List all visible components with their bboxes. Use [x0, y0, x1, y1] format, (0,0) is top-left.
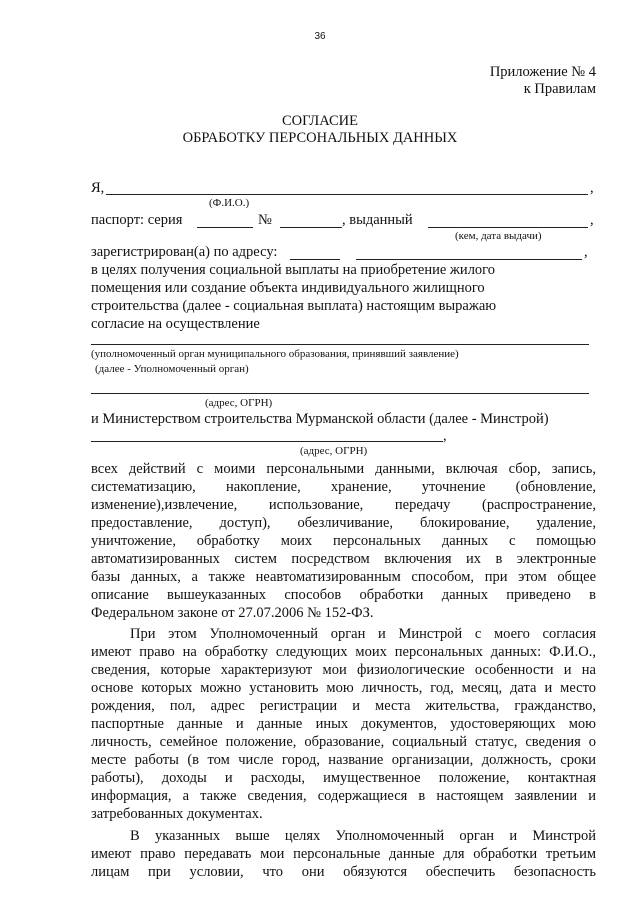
address-line-1 [290, 259, 340, 260]
paragraph-line: систематизацию, накопление, хранение, уточнение (обновление, [91, 479, 596, 495]
paragraph-line: Федеральном законе от 27.07.2006 № 152-ФЗ. [91, 605, 374, 621]
address-comma: , [584, 244, 588, 260]
paragraph-line: информация, а также сведения, содержащиеся в настоящем заявлении и [91, 788, 596, 804]
page-number: 36 [314, 31, 326, 42]
document-subtitle: ОБРАБОТКУ ПЕРСОНАЛЬНЫХ ДАННЫХ [182, 130, 458, 146]
issued-label: , выданный [342, 212, 413, 228]
fio-line-1 [106, 194, 362, 195]
issued-line [428, 227, 588, 228]
paragraph-line: изменение),извлечение, использование, передачу (распространение, [91, 497, 596, 513]
paragraph-line: личность, семейное положение, образование, социальный статус, сведения о [91, 734, 596, 750]
annex-rules: к Правилам [523, 81, 596, 97]
address-line-2 [356, 259, 582, 260]
authority-address-line [91, 393, 589, 394]
paragraph-line: имеют право на обработку следующих моих персональных данных: Ф.И.О., [91, 644, 596, 660]
ministry-line: и Министерством строительства Мурманской области (далее - Минстрой) [91, 411, 549, 427]
paragraph-line: основе которых можно установить мою личность, год, месяц, дата и место [91, 680, 596, 696]
registered-label: зарегистрирован(а) по адресу: [91, 244, 278, 260]
annex-number: Приложение № 4 [489, 64, 596, 80]
paragraph-line: работы), доходы и расходы, имущественное положение, контактная [91, 770, 596, 786]
paragraph-line: предоставление, доступ), обезличивание, блокирование, удаление, [91, 515, 596, 531]
address-ogrn-caption: (адрес, ОГРН) [300, 445, 368, 457]
authority-caption: (уполномоченный орган муниципального образования, принявший заявление) [91, 348, 459, 360]
passport-number-line [280, 227, 342, 228]
paragraph-line: паспортные данные и данные иных документов, удостоверяющих мою [91, 716, 596, 732]
document-title: СОГЛАСИЕ [281, 113, 359, 129]
paragraph-line: затребованных документах. [91, 806, 263, 822]
passport-series-line [197, 227, 253, 228]
ya-label: Я, [91, 180, 105, 196]
ministry-address-comma: , [443, 428, 447, 444]
fio-comma: , [590, 180, 594, 196]
purpose-line: помещения или создание объекта индивидуального жилищного [91, 280, 485, 296]
paragraph-line: рождения, пол, адрес регистрации и места жительства, гражданство, [91, 698, 596, 714]
purpose-line: строительства (далее - социальная выплата) настоящим выражаю [91, 298, 497, 314]
passport-number-label: № [258, 212, 272, 228]
passport-label: паспорт: серия [91, 212, 183, 228]
paragraph-line: уничтожение, обработку моих персональных данных с помощью [91, 533, 596, 549]
authority-short: (далее - Уполномоченный орган) [95, 363, 249, 375]
issued-comma: , [590, 212, 594, 228]
paragraph-line: В указанных выше целях Уполномоченный орган и Минстрой [130, 828, 596, 844]
paragraph-line: описание вышеуказанных способов обработки данных приведено в [91, 587, 596, 603]
paragraph-line: При этом Уполномоченный орган и Минстрой с моего согласия [130, 626, 596, 642]
paragraph-line: имеют право передавать мои персональные данные для обработки третьим [91, 846, 596, 862]
paragraph-line: лицам при условии, что они обязуются обеспечить безопасность [91, 864, 596, 880]
paragraph-line: месте работы (в том числе город, название организации, должность, сроки [91, 752, 596, 768]
fio-caption: (Ф.И.О.) [209, 197, 250, 209]
purpose-line: в целях получения социальной выплаты на приобретение жилого [91, 262, 496, 278]
paragraph-line: всех действий с моими персональными данными, включая сбор, запись, [91, 461, 596, 477]
paragraph-line: автоматизированных систем посредством включения их в электронные [91, 551, 596, 567]
purpose-line: согласие на осуществление [91, 316, 260, 332]
paragraph-line: базы данных, а также неавтоматизированным способом, при этом общее [91, 569, 596, 585]
authority-line [91, 344, 589, 345]
fio-line-2 [362, 194, 588, 195]
issued-caption: (кем, дата выдачи) [455, 230, 542, 242]
ministry-address-line [91, 441, 443, 442]
paragraph-line: сведения, которые характеризуют мои физиологические особенности и на [91, 662, 596, 678]
address-ogrn-caption: (адрес, ОГРН) [205, 397, 273, 409]
